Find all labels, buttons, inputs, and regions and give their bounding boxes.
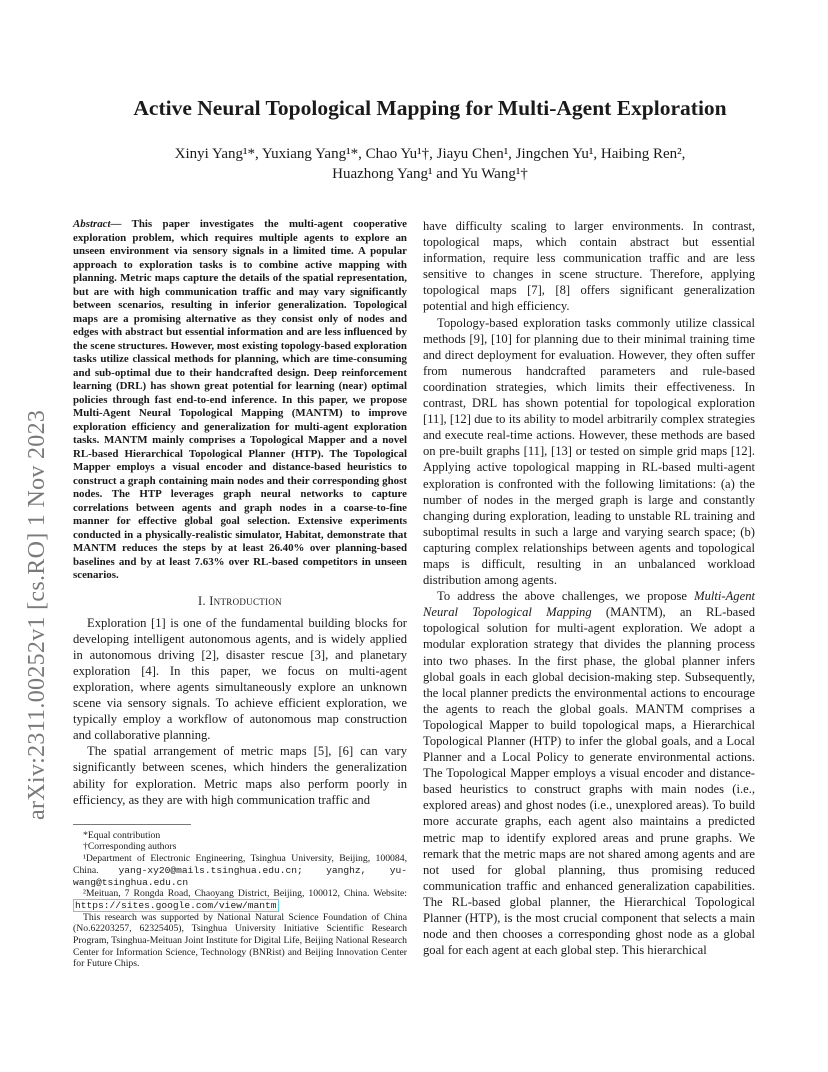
footnote-rule bbox=[73, 824, 191, 825]
right-paragraph-topology: Topology-based exploration tasks commonly utilize classical methods [9], [10] for planning due to their minimal training time and direct deployment for evaluation. However, they often suffer from numerous handcrafted parameters and rule-based coordination strategies, which limits their effectiveness. In contrast, DRL has shown potential for topological exploration [11], [12] due to its ability to model arbitrarily complex strategies and execute real-time actions. However, these methods are based on pre-built graphs [11], [13] or tested on simple grid maps [12]. Applying active topological mapping in RL-based multi-agent exploration is confronted with the following limitations: (a) the number of nodes in the merged graph is large and constantly changing during exploration, leading to unstable RL training and suboptimal results in such a large and varying search space; (b) capturing complex relationships between agents and topological maps is difficult, resulting in an unbalanced workload distribution among agents. bbox=[423, 315, 755, 588]
section-heading bbox=[73, 593, 407, 609]
author-list bbox=[90, 144, 770, 184]
abstract-label: Abstract bbox=[73, 218, 111, 230]
proposal-method-name: Multi-Agent Neural Topological Mapping bbox=[423, 589, 755, 620]
proposal-rest: (MANTM), an RL-based topological solution for multi-agent exploration. We adopt a modular exploration strategy that divides the planning process into two phases. In the first phase, the global planner infers global goals in each global decision-making step. Subsequently, the local planner predicts the environmental actions to encourage the agents to reach the global goals. MANTM comprises a Topological Mapper to build topological maps, a Hierarchical Topological Planner (HTP) to infer the global goals, and a Local Planner and a Local Policy to generate environmental actions. The Topological Mapper employs a visual encoder and distance-based heuristics to construct graphs with main nodes (i.e., explored areas) and ghost nodes (i.e., unexplored areas). To build more accurate graphs, each agent also maintains a predicted metric map to identify explored areas and prune graphs. We remark that the metric maps are not shared among agents and are not used for global planning, thus promising reduced communication traffic and enhanced generalization capabilities. The RL-based global planner, the Hierarchical Topological Planner (HTP), is the most crucial component that selects a main node and then chooses a corresponding ghost node as a global goal for each agent at each global step. This hierarchical bbox=[423, 605, 755, 958]
affiliation-2-text: ²Meituan, 7 Rongda Road, Chaoyang District, Beijing, 100012, China. bbox=[83, 888, 370, 900]
footnote-equal: *Equal contribution bbox=[83, 829, 161, 841]
affiliation-1-text: ¹Department of Electronic Engineering, Tsinghua University, Beijing, 100084, China. bbox=[73, 853, 407, 876]
intro-paragraph-1: Exploration [1] is one of the fundamental building blocks for developing intelligent autonomous agents, and is widely applied in autonomous driving [2], disaster rescue [3], and planetary exploration [4]. In this paper, we focus on multi-agent exploration, where agents simultaneously explore an unknown scene via sensory signals. To achieve efficient exploration, we typically employ a workflow of autonomous map construction and collaborative planning. bbox=[73, 615, 407, 743]
section-number: I. bbox=[198, 593, 210, 608]
proposal-lead: To address the above challenges, we propose bbox=[437, 589, 695, 604]
abstract-text: — This paper investigates the multi-agent cooperative exploration problem, which requires multiple agents to explore an unseen environment via sensory signals in a limited time. A popular approach to exploration tasks is to combine active mapping with planning. Metric maps capture the details of the spatial representation, but are with high communication traffic and may vary significantly between scenarios, resulting in inferior generalization. Topological maps are a promising alternative as they consist only of nodes and edges with abstract but essential information and are less influenced by the scene structures. However, most existing topology-based exploration tasks utilize classical methods for planning, which are time-consuming and sub-optimal due to their handcrafted design. Deep reinforcement learning (DRL) has shown great potential for learning (near) optimal policies through fast end-to-end inference. In this paper, we propose Multi-Agent Neural Topological Mapping (MANTM) to improve exploration efficiency and generalization for multi-agent exploration tasks. MANTM mainly comprises a Topological Mapper and a novel RL-based Hierarchical Topological Planner (HTP). The Topological Mapper employs a visual encoder and distance-based heuristics to construct a graph containing main nodes and their corresponding ghost nodes. The HTP leverages graph neural networks to capture correlations between agents and graph nodes in a coarse-to-fine manner for effective global goal selection. Extensive experiments conducted in a physically-realistic simulator, Habitat, demonstrate that MANTM reduces the steps by at least 26.40% over planning-based baselines and by at least 7.63% over RL-based competitors in unseen scenarios. bbox=[73, 218, 407, 581]
affiliation-1-emails: yang-xy20@mails.tsinghua.edu.cn; yanghz, yu-wang@tsinghua.edu.cn bbox=[73, 864, 407, 888]
footnote-affiliation-1 bbox=[73, 853, 407, 888]
right-paragraph-continued: have difficulty scaling to larger environments. In contrast, topological maps, which contain abstract but essential information, require less communication traffic and are less sensitive to changes in scene structure. Therefore, applying topological maps [7], [8] offers significant generalization potential and high efficiency. bbox=[423, 219, 755, 314]
abstract bbox=[73, 218, 407, 583]
right-paragraph-proposal bbox=[423, 588, 755, 958]
authors-line-2: Huazhong Yang¹ and Yu Wang¹† bbox=[332, 166, 528, 182]
section-title: Introduction bbox=[209, 593, 282, 608]
website-label: Website: bbox=[373, 888, 407, 900]
intro-paragraph-2: The spatial arrangement of metric maps [5], [6] can vary significantly between scenes, which hinders the generalization ability for exploration. Metric maps also perform poorly in efficiency, as they are with high communication traffic and bbox=[73, 744, 407, 807]
footnote-affiliation-2 bbox=[73, 888, 407, 911]
authors-line-1: Xinyi Yang¹*, Yuxiang Yang¹*, Chao Yu¹†, Jiayu Chen¹, Jingchen Yu¹, Haibing Ren², bbox=[174, 146, 686, 162]
footnote-corresponding: †Corresponding authors bbox=[83, 841, 177, 853]
left-column bbox=[73, 218, 407, 970]
arxiv-identifier: arXiv:2311.00252v1 [cs.RO] 1 Nov 2023 bbox=[24, 409, 50, 820]
website-link[interactable]: https://sites.google.com/view/mantm bbox=[75, 899, 277, 911]
footnotes bbox=[73, 830, 407, 970]
paper-title: Active Neural Topological Mapping for Multi-Agent Exploration bbox=[133, 96, 727, 120]
right-column bbox=[423, 218, 755, 958]
footnote-funding: This research was supported by National Natural Science Foundation of China (No.62203257, 62325405), Tsinghua University Initiative Scientific Research Program, Tsinghua-Meituan Joint Institute for Digital Life, Beijing National Research Center for Information Science, Technology (BNRist) and Beijing Innovation Center for Future Chips. bbox=[73, 911, 407, 970]
